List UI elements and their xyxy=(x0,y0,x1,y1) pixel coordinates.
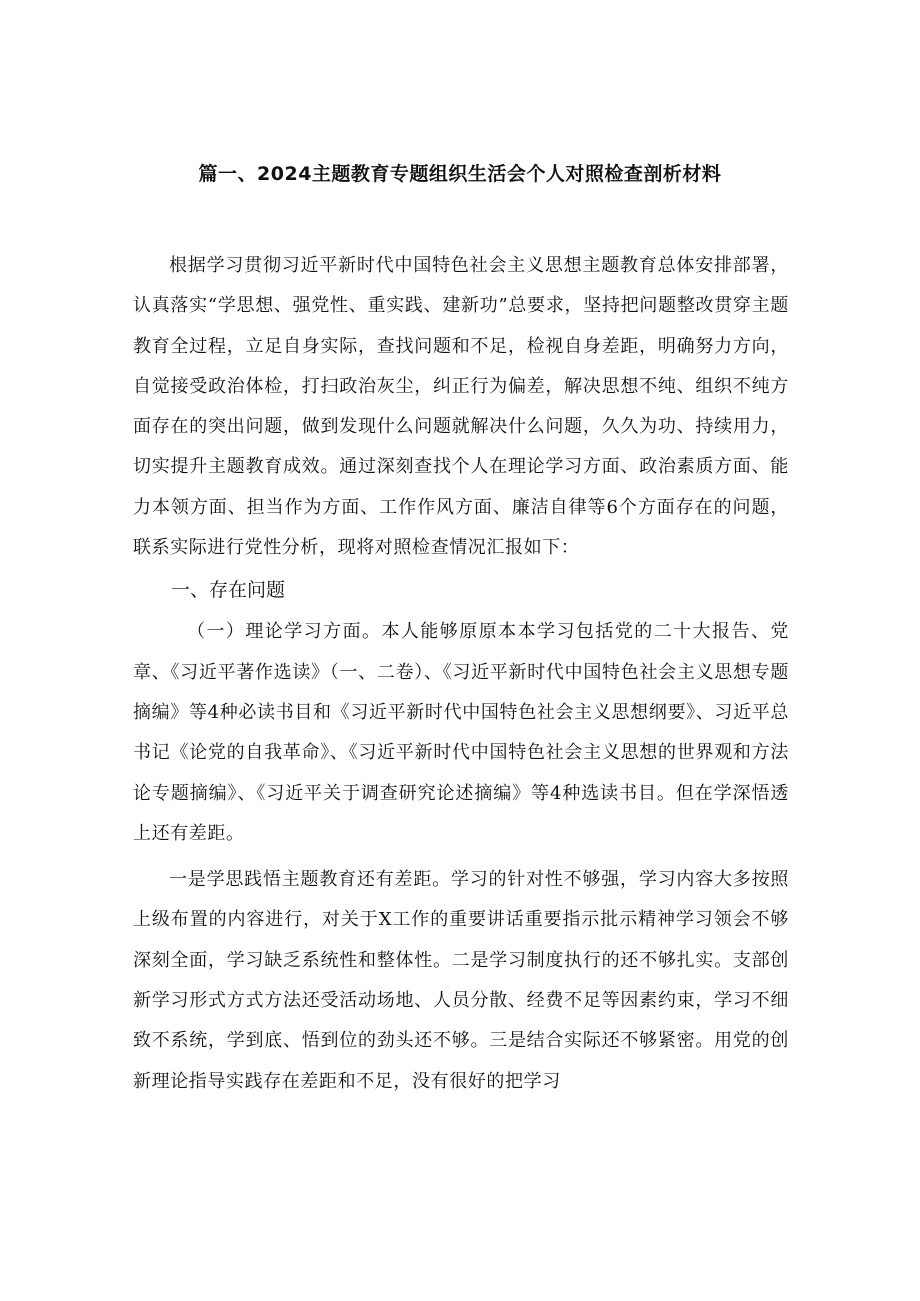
document-title: 篇一、2024主题教育专题组织生活会个人对照检查剖析材料 xyxy=(198,163,722,185)
points-paragraph: 一是学思践悟主题教育还有差距。学习的针对性不够强，学习内容大多按照上级布置的内容进行，对关于X工作的重要讲话重要指示批示精神学习领会不够深刻全面，学习缺乏系统性和整体性。二是学习制度执行的还不够扎实。支部创新学习形式方式方法还受活动场地、人员分散、经费不足等因素约束，学习不细致不系统，学到底、悟到位的劲头还不够。三是结合实际还不够紧密。用党的创新理论指导实践存在差距和不足，没有很好的把学习 xyxy=(133,869,789,1092)
document-body xyxy=(133,246,789,1102)
intro-paragraph: 根据学习贯彻习近平新时代中国特色社会主义思想主题教育总体安排部署，认真落实“学思想、强党性、重实践、建新功”总要求，坚持把问题整改贯穿主题教育全过程，立足自身实际，查找问题和不足，检视自身差距，明确努力方向，自觉接受政治体检，打扫政治灰尘，纠正行为偏差，解决思想不纯、组织不纯方面存在的突出问题，做到发现什么问题就解决什么问题，久久为功、持续用力，切实提升主题教育成效。通过深刻查找个人在理论学习方面、政治素质方面、能力本领方面、担当作为方面、工作作风方面、廉洁自律等6个方面存在的问题，联系实际进行党性分析，现将对照检查情况汇报如下： xyxy=(133,255,789,559)
theory-study-paragraph: （一）理论学习方面。本人能够原原本本学习包括党的二十大报告、党章、《习近平著作选读》（一、二卷）、《习近平新时代中国特色社会主义思想专题摘编》等4种必读书目和《习近平新时代中国特色社会主义思想纲要》、习近平总书记《论党的自我革命》、《习近平新时代中国特色社会主义思想的世界观和方法论专题摘编》、《习近平关于调查研究论述摘编》等4种选读书目。但在学深悟透上还有差距。 xyxy=(133,621,789,844)
section-heading-problems: 一、存在问题 xyxy=(171,579,286,602)
